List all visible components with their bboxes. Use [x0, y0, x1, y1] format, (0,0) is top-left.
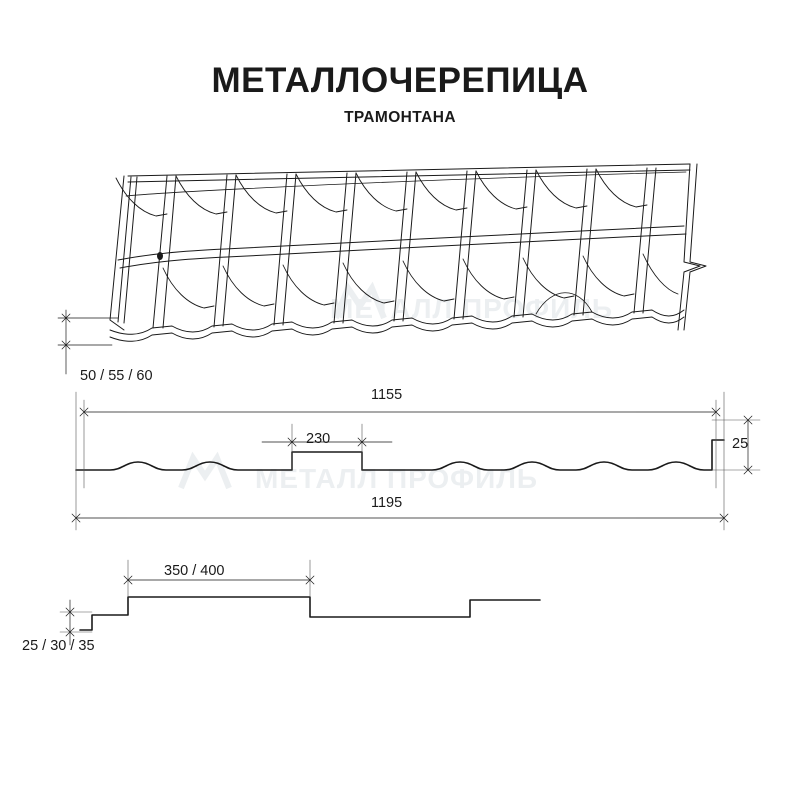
page-subtitle: ТРАМОНТАНА: [344, 108, 456, 126]
perspective-view: [110, 164, 706, 341]
label-section-rib-height: 25: [732, 436, 749, 452]
page-title: МЕТАЛЛОЧЕРЕПИЦА: [211, 61, 589, 100]
side-profile-view: [60, 560, 540, 645]
label-section-total-bottom: 1195: [371, 495, 403, 511]
dim-perspective-height: [58, 310, 118, 374]
label-section-total-top: 1155: [371, 387, 403, 403]
watermark-text-1: МЕТАЛЛ ПРОФИЛЬ: [330, 293, 613, 324]
section-view: [72, 392, 760, 530]
watermark-text-2: МЕТАЛЛ ПРОФИЛЬ: [255, 463, 538, 494]
label-perspective-height: 50 / 55 / 60: [80, 368, 153, 384]
label-profile-height: 25 / 30 / 35: [22, 638, 95, 654]
label-profile-step: 350 / 400: [164, 563, 225, 579]
label-section-module: 230: [306, 431, 331, 447]
